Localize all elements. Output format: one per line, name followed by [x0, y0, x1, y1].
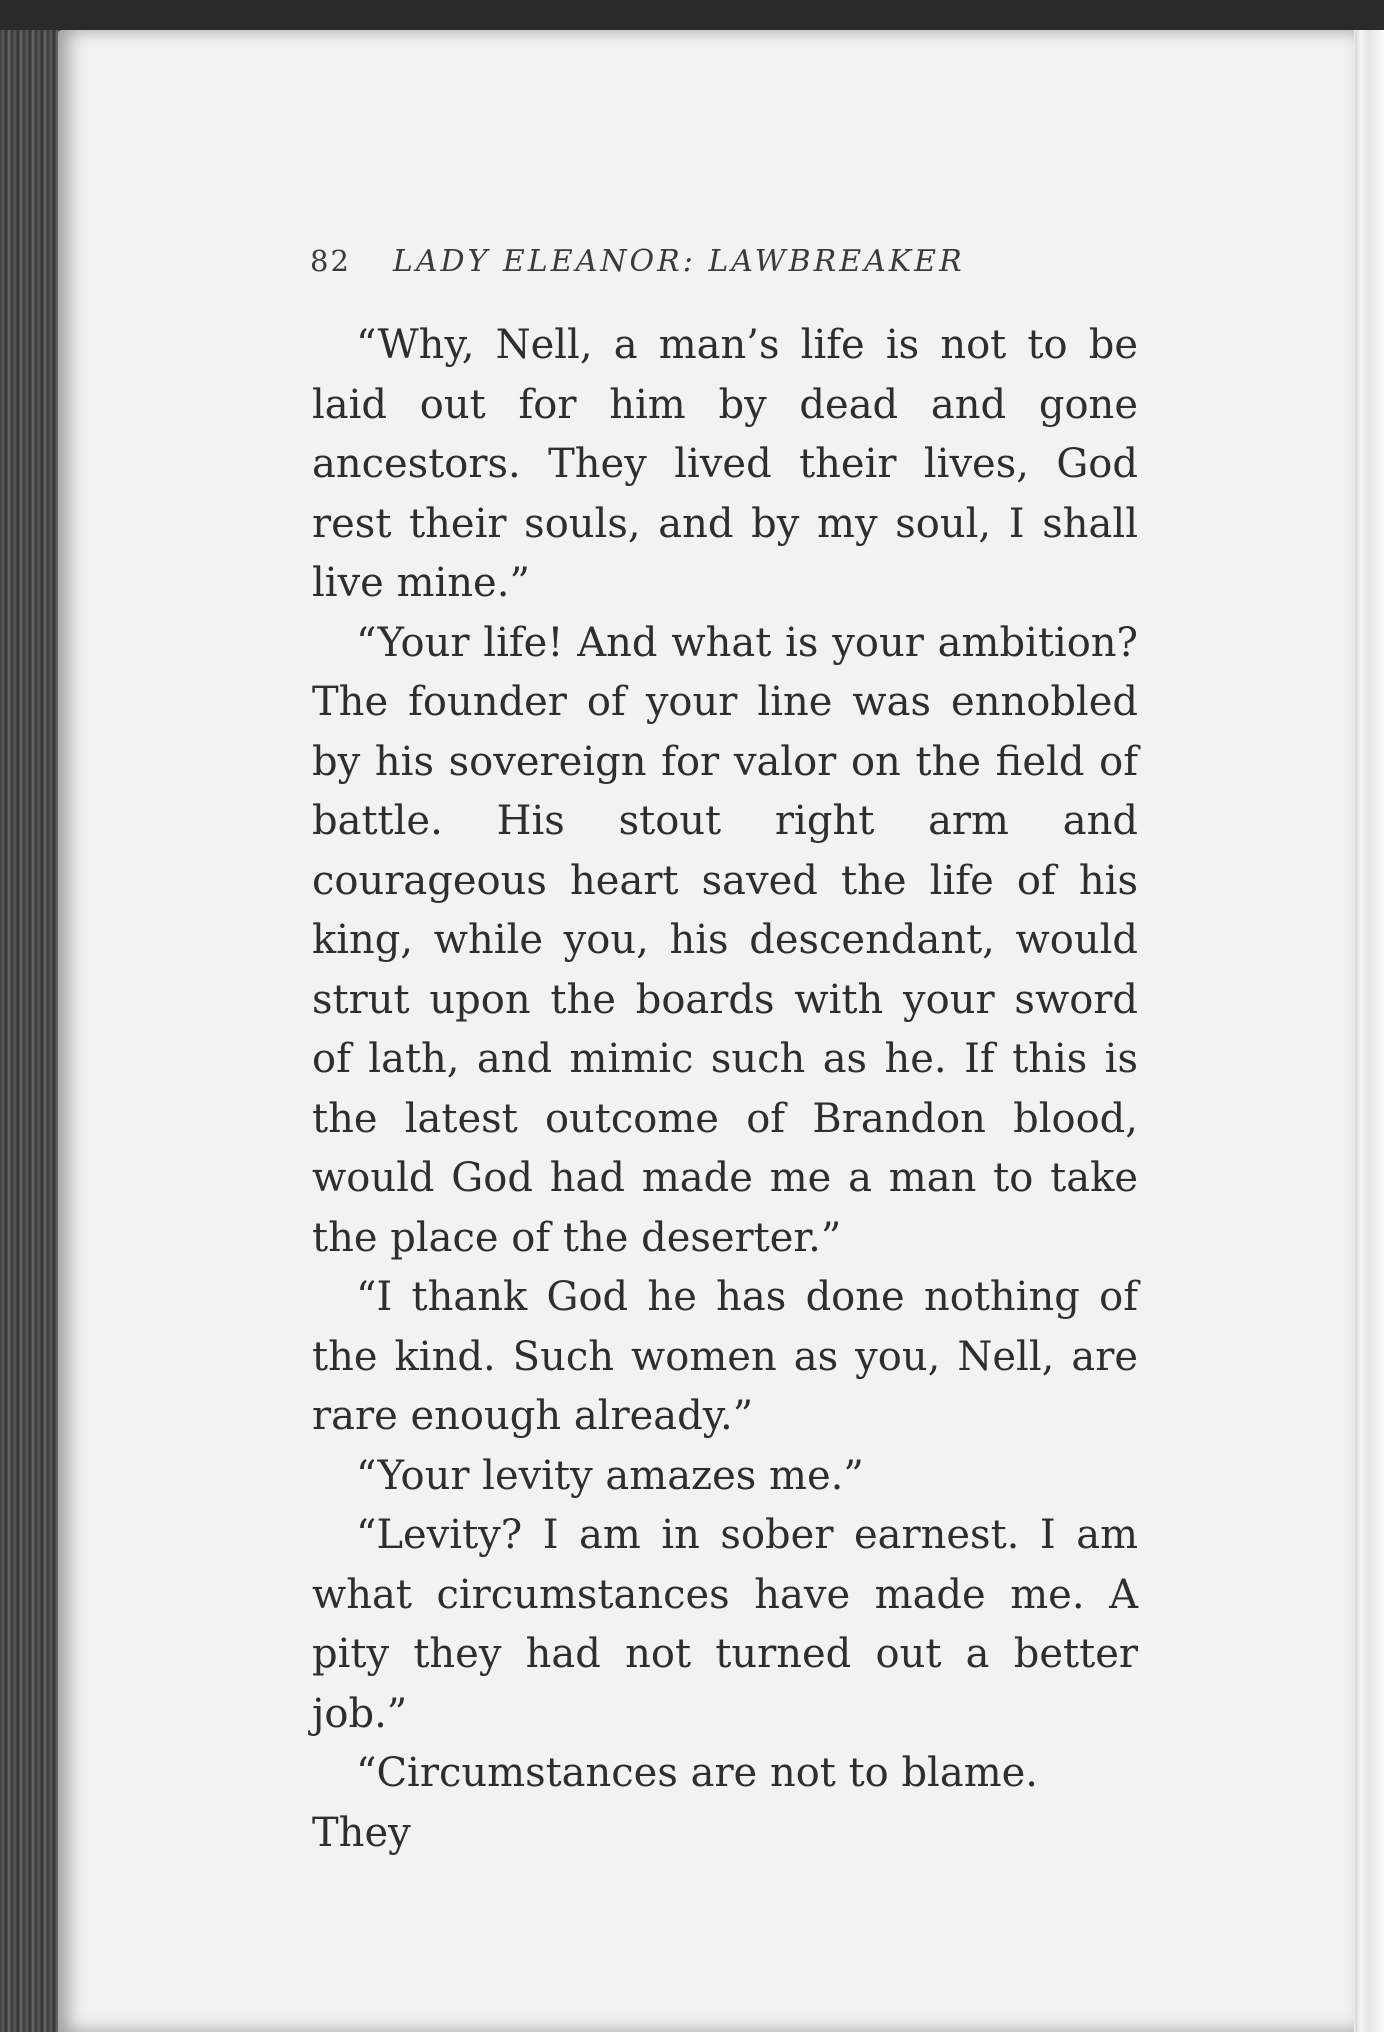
scan-top-border	[0, 0, 1384, 30]
book-spine-edge	[0, 30, 62, 2032]
page-body	[312, 316, 1138, 1863]
paragraph: “Your life! And what is your ambition? The founder of your line was ennobled by his sovereign for valor on the field of battle. His stout right arm and courageous heart saved the life of his king, while you, his descendant, would strut upon the boards with your sword of lath, and mimic such as he. If this is the latest outcome of Brandon blood, would God had made me a man to take the place of the deserter.”	[312, 619, 1138, 1261]
page-right-edge	[1354, 30, 1384, 2032]
paragraph: “Levity? I am in sober earnest. I am what circumstances have made me. A pity they had not turned out a better job.”	[312, 1512, 1138, 1737]
page-number: 82	[310, 244, 351, 278]
paragraph: “Why, Nell, a man’s life is not to be laid out for him by dead and gone ancestors. They lived their lives, God rest their souls, and by my soul, I shall live mine.”	[312, 322, 1138, 606]
paragraph: “Your levity amazes me.”	[356, 1452, 864, 1499]
paragraph: “I thank God he has done nothing of the kind. Such women as you, Nell, are rare enough already.”	[312, 1274, 1138, 1439]
running-title: LADY ELEANOR: LAWBREAKER	[392, 243, 965, 279]
running-header	[310, 238, 1070, 284]
paragraph: “Circumstances are not to blame. They	[312, 1750, 1039, 1856]
